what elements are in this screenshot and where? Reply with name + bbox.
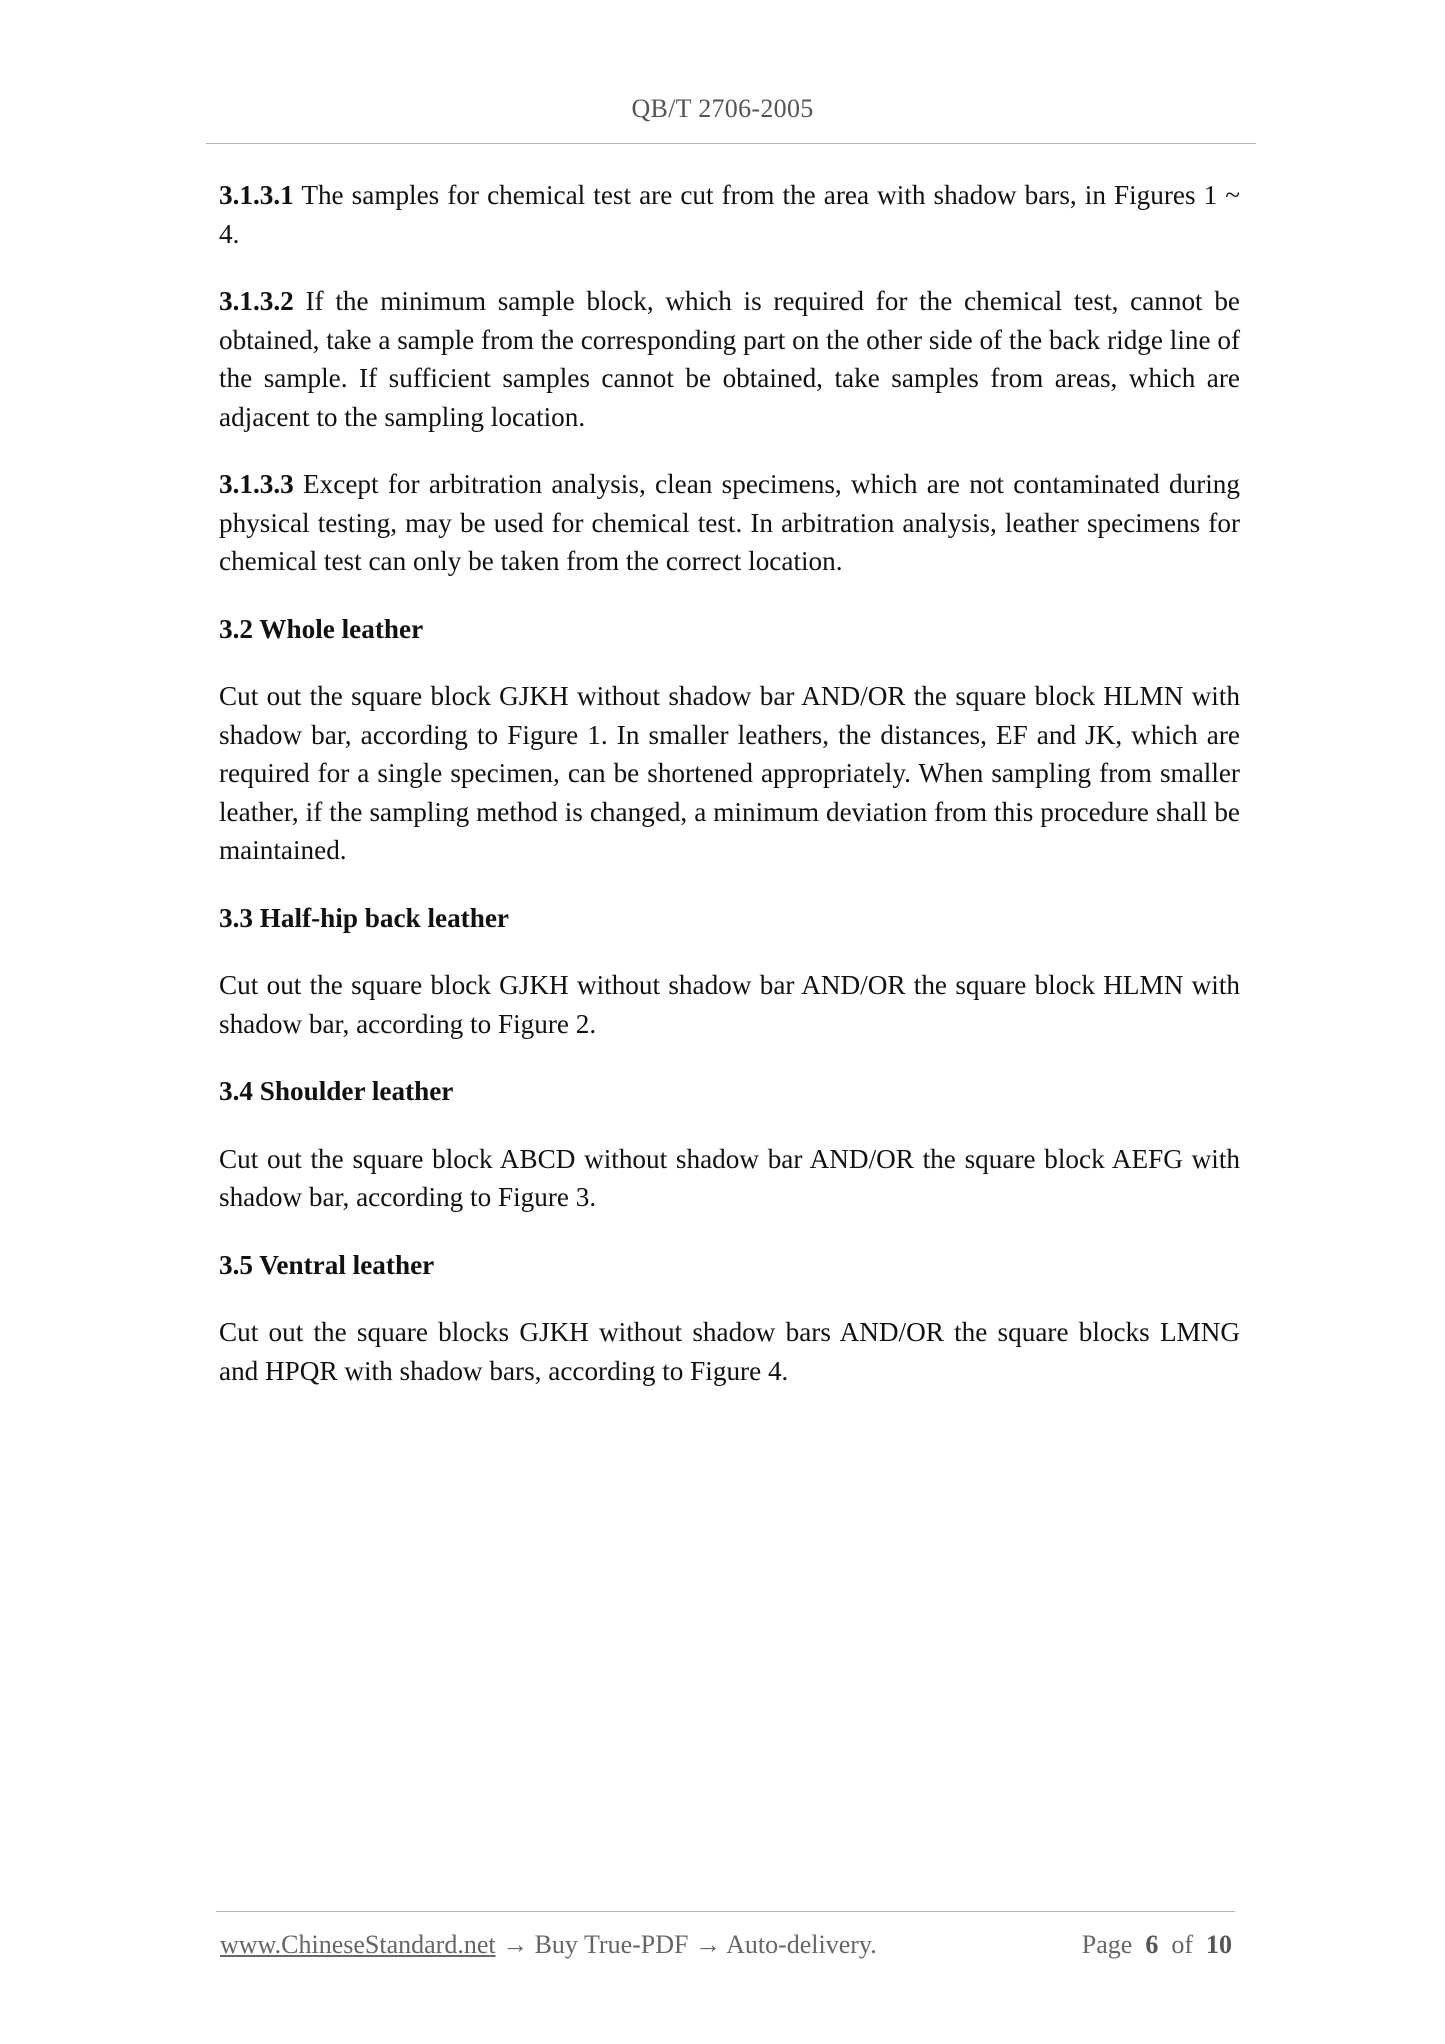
clause-text: If the minimum sample block, which is required for the chemical test, cannot be obtained, take a sample from the corresponding part on the other side of the back ridge line of the sample. If sufficient samples cannot be obtained, take samples from areas, which are adjacent to the sampling location. bbox=[219, 286, 1240, 432]
website-link[interactable]: www.ChineseStandard.net bbox=[220, 1930, 496, 1959]
page-number bbox=[1082, 1930, 1232, 1960]
page-total: 10 bbox=[1206, 1930, 1232, 1959]
page-current: 6 bbox=[1145, 1930, 1159, 1959]
document-body bbox=[219, 176, 1240, 1419]
clause-3-1-3-1 bbox=[219, 176, 1240, 253]
clause-number: 3.1.3.3 bbox=[219, 469, 294, 499]
auto-delivery-text: Auto-delivery. bbox=[726, 1930, 877, 1959]
section-text-3-5: Cut out the square blocks GJKH without shadow bars AND/OR the square blocks LMNG and HPQR with shadow bars, according to Figure 4. bbox=[219, 1317, 1240, 1386]
section-heading-3-2: 3.2 Whole leather bbox=[219, 613, 424, 644]
section-heading-3-3: 3.3 Half-hip back leather bbox=[219, 902, 509, 933]
clause-text: The samples for chemical test are cut from the area with shadow bars, in Figures 1 ~ 4. bbox=[219, 180, 1240, 249]
footer-promo bbox=[220, 1930, 877, 1960]
page-of-label: of bbox=[1171, 1930, 1193, 1959]
header-divider bbox=[206, 143, 1256, 144]
footer-divider bbox=[216, 1911, 1235, 1912]
buy-pdf-text: Buy True-PDF bbox=[534, 1930, 689, 1959]
section-text-3-3: Cut out the square block GJKH without shadow bar AND/OR the square block HLMN with shadow bar, according to Figure 2. bbox=[219, 970, 1240, 1039]
arrow-right-icon: → bbox=[695, 1930, 721, 1959]
document-header-title: QB/T 2706-2005 bbox=[631, 94, 814, 123]
clause-3-1-3-3 bbox=[219, 465, 1240, 581]
section-text-3-4: Cut out the square block ABCD without shadow bar AND/OR the square block AEFG with shadow bar, according to Figure 3. bbox=[219, 1143, 1240, 1212]
section-heading-3-4: 3.4 Shoulder leather bbox=[219, 1076, 454, 1106]
clause-text: Except for arbitration analysis, clean specimens, which are not contaminated during physical testing, may be used for chemical test. In arbitration analysis, leather specimens for chemical test can only be taken from the correct location. bbox=[219, 469, 1240, 576]
page-label: Page bbox=[1081, 1930, 1133, 1959]
clause-3-1-3-2 bbox=[219, 282, 1240, 436]
clause-number: 3.1.3.2 bbox=[219, 286, 294, 316]
clause-number: 3.1.3.1 bbox=[219, 180, 294, 210]
section-heading-3-5: 3.5 Ventral leather bbox=[219, 1249, 435, 1280]
arrow-right-icon: → bbox=[502, 1930, 529, 1959]
section-text-3-2: Cut out the square block GJKH without shadow bar AND/OR the square block HLMN with shadow bar, according to Figure 1. In smaller leathers, the distances, EF and JK, which are required for a single specimen, can be shortened appropriately. When sampling from smaller leather, if the sampling method is changed, a minimum deviation from this procedure shall be maintained. bbox=[219, 681, 1240, 865]
